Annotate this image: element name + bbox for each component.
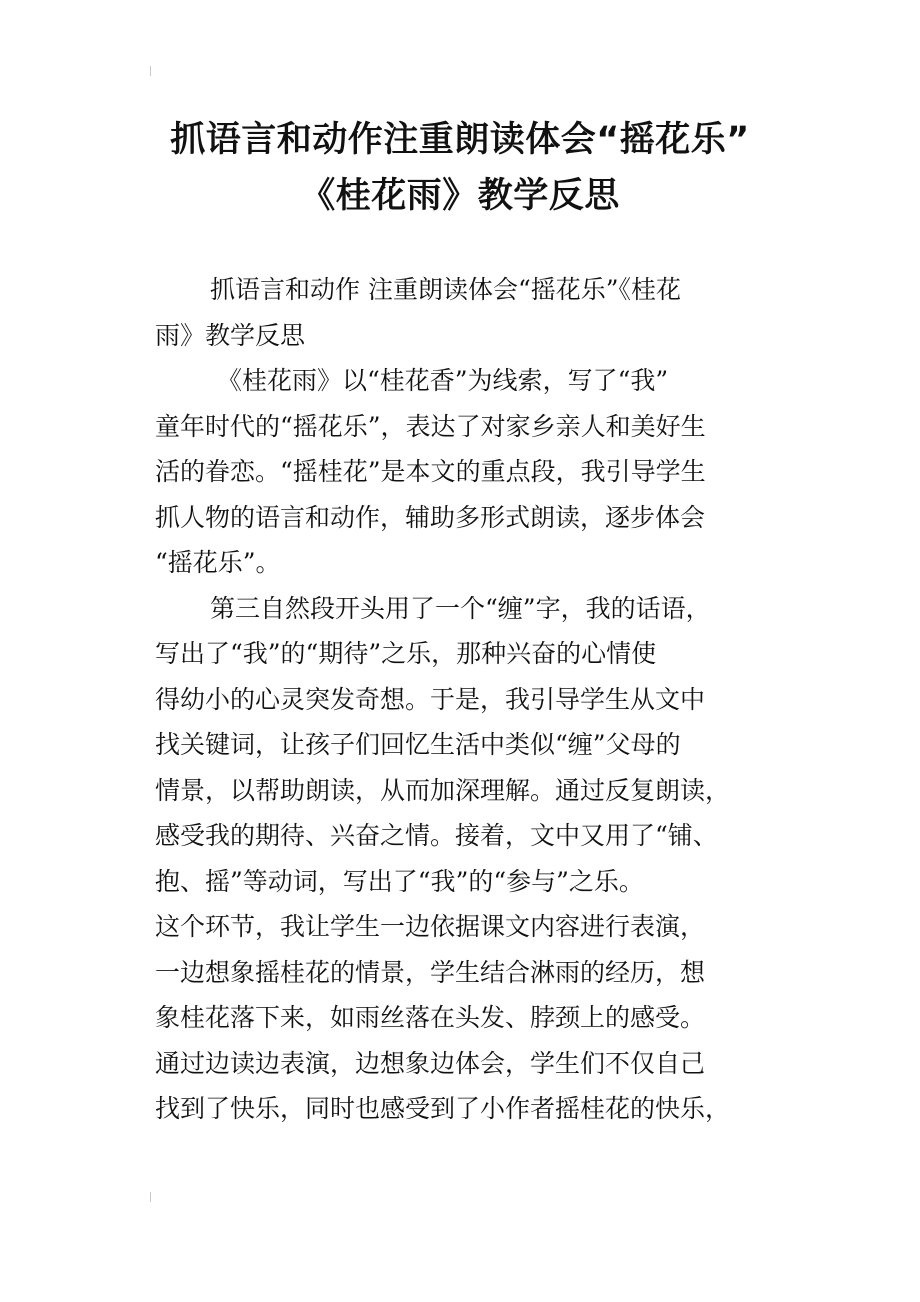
text-line: 雨》教学反思: [155, 320, 306, 350]
text-line: 象桂花落下来，如雨丝落在头发、脖颈上的感受。: [155, 1003, 706, 1032]
text-line: 抱、摇”等动词，写出了“我”的“参与”之乐。: [155, 866, 644, 896]
text-line: 情景，以帮助朗读，从而加深理解。通过反复朗读，: [155, 775, 731, 805]
text-line: 得幼小的心灵突发奇想。于是，我引导学生从文中: [155, 684, 706, 714]
page-corner-mark-top: [150, 66, 159, 76]
text-line: 《桂花雨》以“桂花香”为线索，写了“我”: [217, 366, 669, 395]
paragraph-2: [155, 358, 785, 586]
text-line: 写出了“我”的“期待”之乐，那种兴奋的心情使: [155, 639, 657, 668]
text-line: 感受我的期待、兴奋之情。接着，文中又用了“铺、: [155, 821, 718, 850]
text-line: 童年时代的“摇花乐”，表达了对家乡亲人和美好生: [155, 411, 706, 441]
title-line-1: 抓语言和动作注重朗读体会“摇花乐”: [170, 120, 750, 160]
text-line: 找关键词，让孩子们回忆生活中类似“缠”父母的: [155, 730, 681, 759]
title-line-2: 《桂花雨》教学反思: [300, 176, 620, 216]
paragraph-3: [155, 586, 785, 1132]
text-line: 抓语言和动作 注重朗读体会“摇花乐”《桂花: [210, 275, 682, 304]
text-line: 第三自然段开头用了一个“缠”字，我的话语，: [210, 593, 711, 623]
text-line: “摇花乐”。: [155, 548, 281, 577]
text-line: 这个环节，我让学生一边依据课文内容进行表演，: [155, 912, 706, 941]
paragraph-1: [155, 267, 785, 358]
text-line: 抓人物的语言和动作，辅助多形式朗读，逐步体会: [155, 502, 706, 532]
page-corner-mark-bottom: [150, 1192, 159, 1202]
text-line: 活的眷恋。“摇桂花”是本文的重点段，我引导学生: [155, 457, 706, 486]
text-line: 通过边读边表演，边想象边体会，学生们不仅自己: [155, 1048, 706, 1078]
text-line: 一边想象摇桂花的情景，学生结合淋雨的经历，想: [155, 957, 706, 987]
page-title: [110, 112, 810, 224]
document-body: [155, 267, 785, 1132]
text-line: 找到了快乐，同时也感受到了小作者摇桂花的快乐，: [155, 1094, 731, 1123]
